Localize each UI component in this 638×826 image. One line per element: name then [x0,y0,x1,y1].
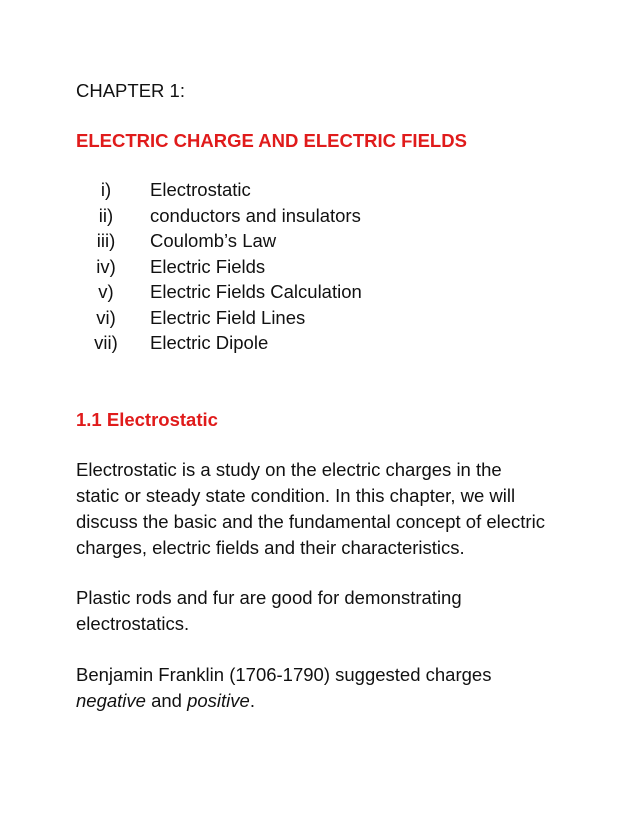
paragraph-line: Electrostatic is a study on the electric charges in the [76,459,502,480]
paragraph-line: Plastic rods and fur are good for demonstrating [76,587,462,608]
section-paragraph-1 [76,457,576,561]
term-negative: negative [76,690,146,711]
toc-item-number: v) [98,281,114,302]
chapter-label: CHAPTER 1: [76,80,185,101]
toc-item-text: Coulomb’s Law [150,230,277,251]
toc-item-text: conductors and insulators [150,204,361,226]
toc-item-text: Electric Fields [150,255,266,277]
toc-item-text: Electrostatic [150,179,251,200]
paragraph-line: discuss the basic and the fundamental concept of electric [76,511,545,532]
toc-item-number: ii) [98,204,114,226]
paragraph-line: electrostatics. [76,613,190,634]
toc-item-number: vii) [94,332,118,353]
section-heading: 1.1 Electrostatic [76,409,218,430]
toc-item-number: vi) [96,306,116,328]
paragraph-line: static or steady state condition. In this chapter, we will [76,485,516,506]
paragraph-line [76,688,576,714]
section-paragraph-3 [76,662,576,714]
toc-item-text: Electric Field Lines [150,306,306,328]
conjunction-text: and [145,690,188,711]
paragraph-line: Benjamin Franklin (1706-1790) suggested charges [76,664,492,685]
term-positive: positive [187,690,250,711]
toc-item-text: Electric Fields Calculation [150,281,362,302]
section-paragraph-2 [76,585,576,637]
toc-item-number: iv) [96,255,116,277]
toc-item-number: iii) [96,230,116,251]
toc-item-text: Electric Dipole [150,332,269,353]
toc-item-number: i) [100,179,112,200]
chapter-title: ELECTRIC CHARGE AND ELECTRIC FIELDS [76,130,467,151]
paragraph-line: charges, electric fields and their characteristics. [76,537,465,558]
sentence-end: . [249,690,255,711]
